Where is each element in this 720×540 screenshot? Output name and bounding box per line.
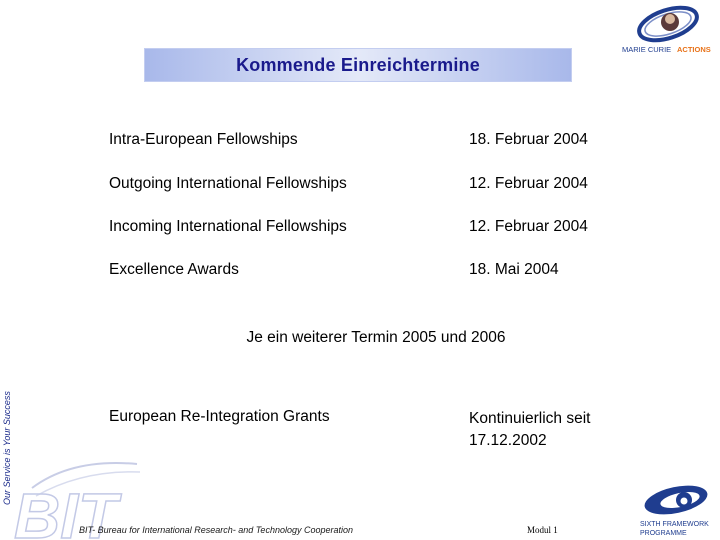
reintegration-date-line2: 17.12.2002 <box>469 432 547 449</box>
marie-curie-actions-logo <box>618 2 718 60</box>
actions-text: ACTIONS <box>677 45 711 54</box>
deadline-date: 18. Mai 2004 <box>469 261 559 278</box>
page-number: Modul 1 <box>527 525 558 535</box>
bit-logo-text: BIT <box>14 480 118 540</box>
reintegration-label: European Re-Integration Grants <box>109 408 330 425</box>
page-title: Kommende Einreichtermine <box>236 54 480 75</box>
deadline-label: Incoming International Fellowships <box>109 218 347 235</box>
vertical-tagline: Our Service is Your Success <box>2 391 12 505</box>
additional-deadlines-note: Je ein weiterer Termin 2005 und 2006 <box>246 329 506 346</box>
fp6-line2: PROGRAMME <box>640 530 687 537</box>
fp6-logo <box>636 482 718 540</box>
footer-organization: BIT- Bureau for International Research- and Technology Cooperation <box>79 525 354 535</box>
deadline-date: 18. Februar 2004 <box>469 131 588 148</box>
deadline-date: 12. Februar 2004 <box>469 175 588 192</box>
title-bar <box>144 48 572 82</box>
reintegration-date-line1: Kontinuierlich seit <box>469 410 591 427</box>
reintegration-date <box>469 408 590 452</box>
deadline-label: Outgoing International Fellowships <box>109 175 347 192</box>
deadline-label: Excellence Awards <box>109 261 239 278</box>
marie-curie-text: MARIE CURIE <box>622 45 672 54</box>
deadline-date: 12. Februar 2004 <box>469 218 588 235</box>
fp6-line1: SIXTH FRAMEWORK <box>640 521 709 528</box>
deadline-label: Intra-European Fellowships <box>109 131 298 148</box>
